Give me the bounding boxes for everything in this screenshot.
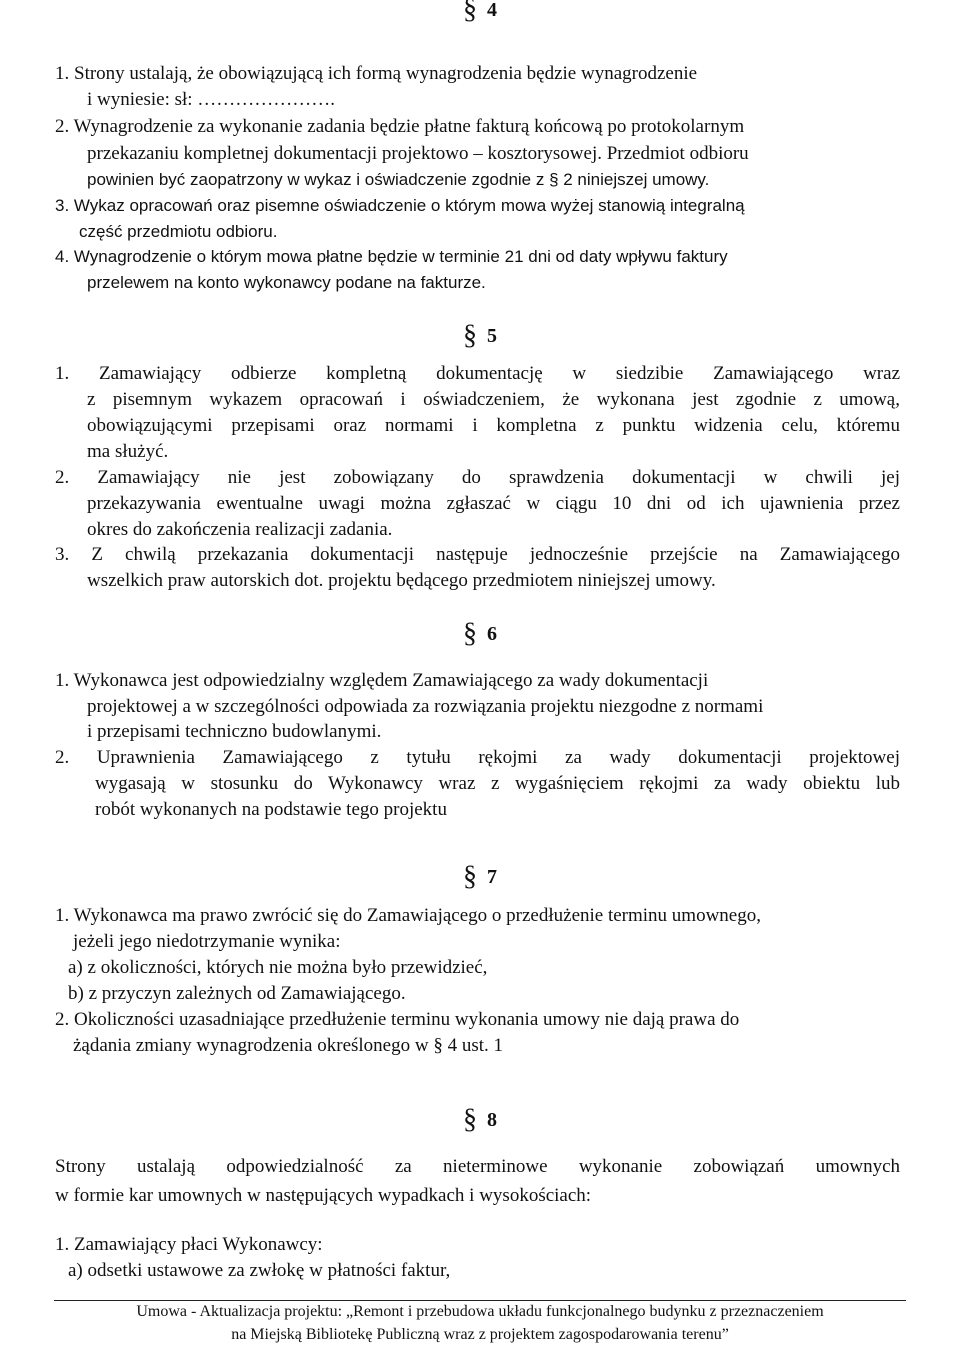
paragraph-line: ma służyć.: [87, 441, 169, 462]
paragraph-line: część przedmiotu odbioru.: [79, 222, 278, 241]
section-sign: §: [463, 1104, 477, 1135]
list-item: b) z przyczyn zależnych od Zamawiającego.: [68, 983, 406, 1004]
paragraph-line: okres do zakończenia realizacji zadania.: [87, 519, 393, 540]
section-heading-7: [0, 861, 960, 893]
paragraph-line: żądania zmiany wynagrodzenia określonego w § 4 ust. 1: [73, 1035, 504, 1056]
footer-line: na Miejską Bibliotekę Publiczną wraz z projektem zagospodarowania terenu”: [231, 1326, 729, 1343]
section-number: 4: [487, 0, 497, 21]
section-heading-6: [0, 618, 960, 650]
paragraph-line: robót wykonanych na podstawie tego projektu: [95, 799, 447, 820]
paragraph-line: jeżeli jego niedotrzymanie wynika:: [73, 931, 341, 952]
paragraph-line: przekazywania ewentualne uwagi można zgłaszać w ciągu 10 dni od ich ujawnienia przez: [87, 493, 900, 514]
paragraph-line: 2. Wynagrodzenie za wykonanie zadania będzie płatne fakturą końcową po protokolarnym: [55, 116, 745, 137]
paragraph-line: 3. Z chwilą przekazania dokumentacji następuje jednocześnie przejście na Zamawiającego: [55, 544, 900, 565]
section-heading-4: [0, 0, 960, 26]
section-sign: §: [463, 861, 477, 892]
section-number: 7: [487, 866, 497, 888]
paragraph-line: 1. Strony ustalają, że obowiązującą ich formą wynagrodzenia będzie wynagrodzenie: [55, 63, 698, 84]
paragraph-line: 1. Zamawiający odbierze kompletną dokumentację w siedzibie Zamawiającego wraz: [55, 363, 900, 384]
paragraph-line: wszelkich praw autorskich dot. projektu będącego przedmiotem niniejszej umowy.: [87, 570, 716, 591]
footer-line: Umowa - Aktualizacja projektu: „Remont i przebudowa układu funkcjonalnego budynku z przeznaczeniem: [136, 1303, 824, 1320]
paragraph-line: projektowej a w szczególności odpowiada za rozwiązania projektu niezgodne z normami: [87, 696, 764, 717]
paragraph-line: obowiązującymi przepisami oraz normami i kompletna z punktu widzenia celu, któremu: [87, 415, 900, 436]
section-sign: §: [463, 320, 477, 351]
section-sign: §: [463, 0, 477, 25]
paragraph-line: i przepisami techniczno budowlanymi.: [87, 721, 382, 742]
section-number: 6: [487, 623, 497, 645]
paragraph-line: Strony ustalają odpowiedzialność za nieterminowe wykonanie zobowiązań umownych: [55, 1156, 900, 1177]
list-item: a) z okoliczności, których nie można było przewidzieć,: [68, 957, 488, 978]
paragraph-line: przekazaniu kompletnej dokumentacji projektowo – kosztorysowej. Przedmiot odbioru: [87, 143, 749, 164]
paragraph-line: 2. Okoliczności uzasadniające przedłużenie terminu wykonania umowy nie dają prawa do: [55, 1009, 740, 1030]
list-item: a) odsetki ustawowe za zwłokę w płatności faktur,: [68, 1260, 451, 1281]
paragraph-line: przelewem na konto wykonawcy podane na fakturze.: [87, 273, 486, 292]
section-number: 8: [487, 1109, 497, 1131]
paragraph-line: 3. Wykaz opracowań oraz pisemne oświadczenie o którym mowa wyżej stanowią integralną: [55, 196, 745, 215]
section-number: 5: [487, 325, 497, 347]
paragraph-line: 1. Wykonawca ma prawo zwrócić się do Zamawiającego o przedłużenie terminu umownego,: [55, 905, 761, 926]
paragraph-line: 1. Zamawiający płaci Wykonawcy:: [55, 1234, 323, 1255]
section-heading-5: [0, 320, 960, 352]
paragraph-line: 1. Wykonawca jest odpowiedzialny względem Zamawiającego za wady dokumentacji: [55, 670, 709, 691]
paragraph-line: 2. Uprawnienia Zamawiającego z tytułu rękojmi za wady dokumentacji projektowej: [55, 747, 900, 768]
section-sign: §: [463, 618, 477, 649]
paragraph-line: powinien być zaopatrzony w wykaz i oświadczenie zgodnie z § 2 niniejszej umowy.: [87, 170, 710, 189]
paragraph-line: 4. Wynagrodzenie o którym mowa płatne będzie w terminie 21 dni od daty wpływu faktury: [55, 247, 728, 266]
paragraph-line: z pisemnym wykazem opracowań i oświadczeniem, że wykonana jest zgodnie z umową,: [87, 389, 900, 410]
paragraph-line: wygasają w stosunku do Wykonawcy wraz z wygaśnięciem rękojmi za wady obiektu lub: [95, 773, 900, 794]
paragraph-line: 2. Zamawiający nie jest zobowiązany do sprawdzenia dokumentacji w chwili jej: [55, 467, 900, 488]
paragraph-line: i wyniesie: sł: ………………….: [87, 89, 336, 110]
section-heading-8: [0, 1104, 960, 1136]
paragraph-line: w formie kar umownych w następujących wypadkach i wysokościach:: [55, 1185, 592, 1206]
